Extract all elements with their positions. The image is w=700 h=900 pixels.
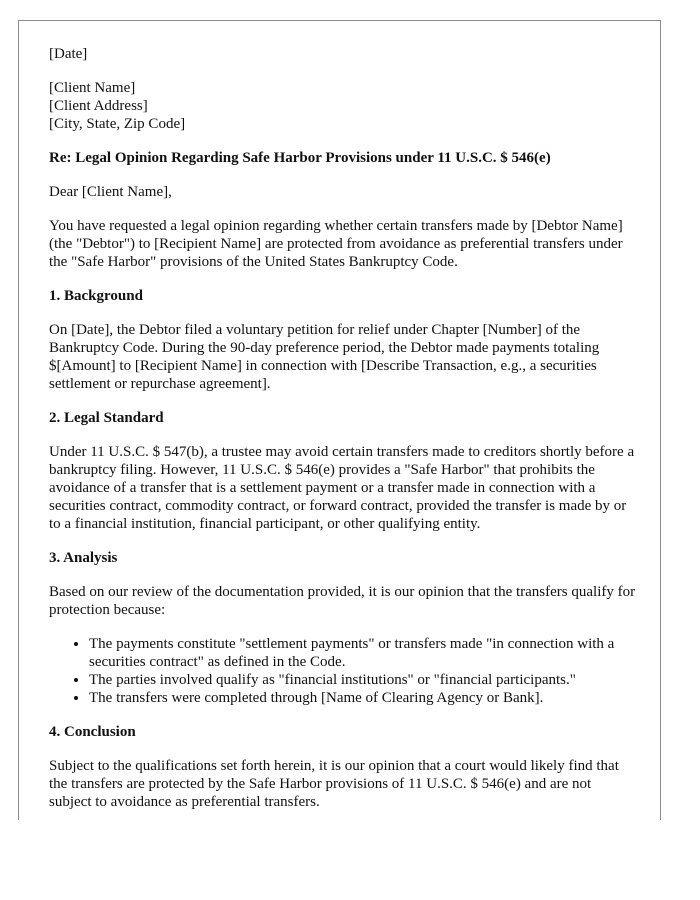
analysis-paragraph: Based on our review of the documentation provided, it is our opinion that the transfers qualify for protection because:	[49, 584, 636, 618]
client-name: [Client Name]	[49, 80, 136, 96]
client-address-block	[49, 79, 637, 133]
intro-paragraph: You have requested a legal opinion regarding whether certain transfers made by [Debtor Name] (the "Debtor") to [Recipient Name] are protected from avoidance as preferential transfers under the "Safe Harbor" provisions of the United States Bankruptcy Code.	[49, 218, 623, 270]
section-heading-background: 1. Background	[49, 288, 143, 304]
background-paragraph: On [Date], the Debtor filed a voluntary petition for relief under Chapter [Number] of the Bankruptcy Code. During the 90-day preference period, the Debtor made payments totaling $[Amount] to [Recipient Name] in connection with [Describe Transaction, e.g., a securities settlement or repurchase agreement].	[49, 322, 600, 392]
legal-standard-paragraph: Under 11 U.S.C. $ 547(b), a trustee may avoid certain transfers made to creditors shortly before a bankruptcy filing. However, 11 U.S.C. $ 546(e) provides a "Safe Harbor" that prohibits the avoidance of a transfer that is a settlement payment or a transfer made in connection with a securities contract, commodity contract, or forward contract, provided the transfer is made by or to a financial institution, financial participant, or other qualifying entity.	[49, 444, 635, 532]
conclusion-paragraph: Subject to the qualifications set forth herein, it is our opinion that a court would likely find that the transfers are protected by the Safe Harbor provisions of 11 U.S.C. $ 546(e) and are not subject to avoidance as preferential transfers.	[49, 758, 619, 810]
section-heading-analysis: 3. Analysis	[49, 550, 118, 566]
list-item: • The parties involved qualify as "financial institutions" or "financial participants."	[89, 671, 637, 689]
salutation: Dear [Client Name],	[49, 184, 172, 200]
client-address: [Client Address]	[49, 98, 148, 114]
letter-page	[18, 20, 661, 820]
subject-line: Re: Legal Opinion Regarding Safe Harbor Provisions under 11 U.S.C. $ 546(e)	[49, 150, 551, 166]
list-item: • The payments constitute "settlement payments" or transfers made "in connection with a securities contract" as defined in the Code.	[89, 635, 637, 671]
client-city-state-zip: [City, State, Zip Code]	[49, 116, 186, 132]
list-item: • The transfers were completed through [Name of Clearing Agency or Bank].	[89, 689, 637, 707]
section-heading-legal-standard: 2. Legal Standard	[49, 410, 164, 426]
letter-date: [Date]	[49, 46, 88, 62]
analysis-bullet-list	[49, 635, 637, 707]
section-heading-conclusion: 4. Conclusion	[49, 724, 136, 740]
letter-body	[49, 45, 637, 811]
